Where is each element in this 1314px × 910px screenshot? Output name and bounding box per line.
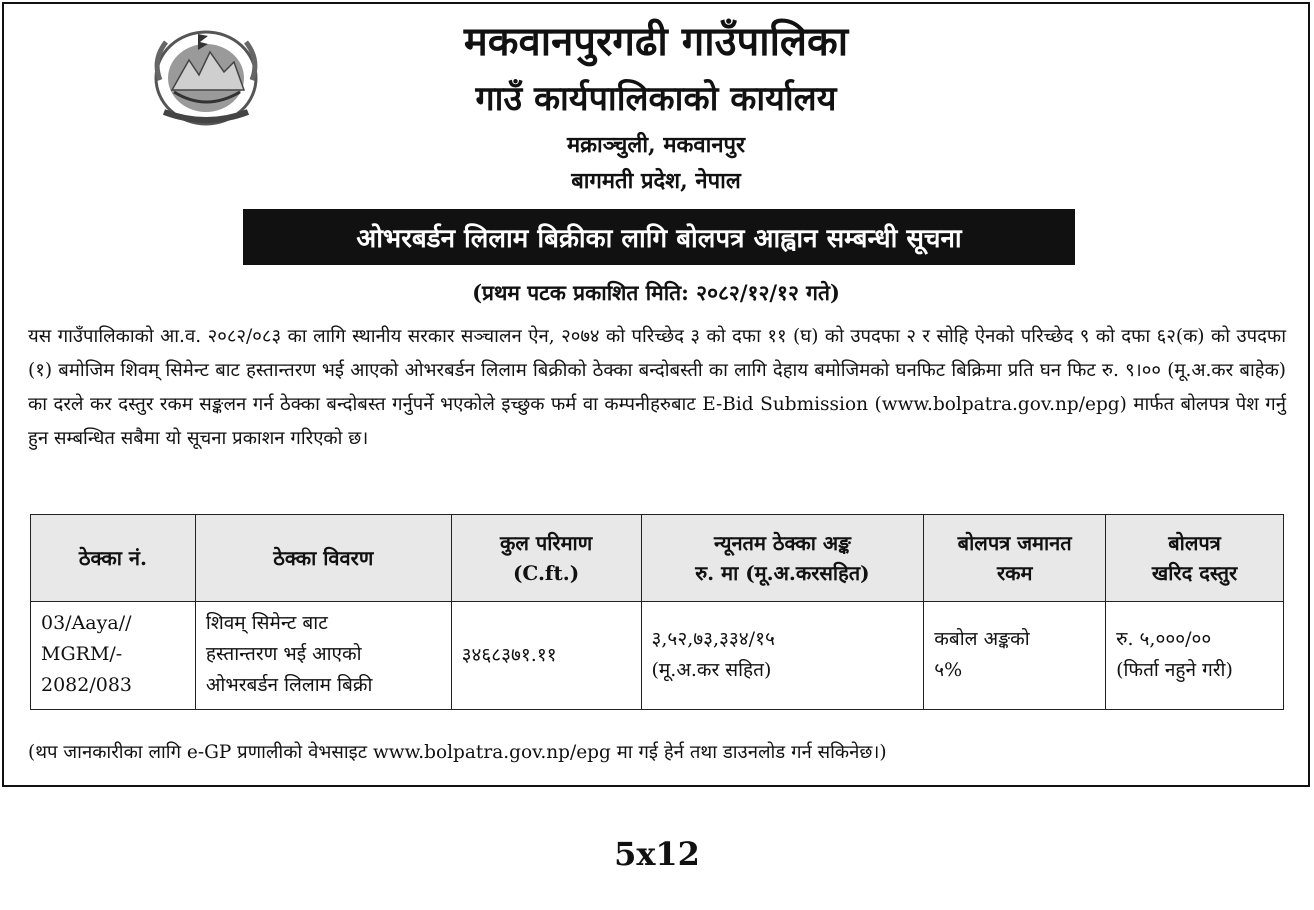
- cell-min-amount: ३,५२,७३,३३४/१५ (मू.अ.कर सहित): [641, 602, 924, 710]
- cell-description: शिवम् सिमेन्ट बाट हस्तान्तरण भई आएको ओभरबर्डन लिलाम बिक्री: [195, 602, 451, 710]
- office-name: गाउँ कार्यपालिकाको कार्यालय: [475, 79, 837, 119]
- cell-quantity: ३४६८३७१.११: [451, 602, 641, 710]
- cell-purchase-fee: रु. ५,०००/०० (फिर्ता नहुने गरी): [1106, 602, 1284, 710]
- cell-bid-security: कबोल अङ्कको ५%: [924, 602, 1106, 710]
- header-min-amount: न्यूनतम ठेक्का अङ्क रु. मा (मू.अ.करसहित): [641, 515, 924, 602]
- header-bid-security: बोलपत्र जमानत रकम: [924, 515, 1106, 602]
- municipality-name: मकवानपुरगढी गाउँपालिका: [463, 18, 849, 65]
- table-header-row: [31, 515, 1284, 602]
- publication-date: (प्रथम पटक प्रकाशित मिति: २०८२/१२/१२ गते): [472, 280, 840, 305]
- header-description: ठेक्का विवरण: [195, 515, 451, 602]
- header-quantity: कुल परिमाण (C.ft.): [451, 515, 641, 602]
- notice-title-banner: [243, 209, 1075, 265]
- notice-body: यस गाउँपालिकाको आ.व. २०८२/०८३ का लागि स्थानीय सरकार सञ्चालन ऐन, २०७४ को परिच्छेद ३ को दफा ११ (घ) को उपदफा २ र सोहि ऐनको परिच्छेद ९ को दफा ६२(क) को उपदफा (१) बमोजिम शिवम् सिमेन्ट बाट हस्तान्तरण भई आएको ओभरबर्डन लिलाम बिक्रीको ठेक्का बन्दोबस्ती का लागि देहाय बमोजिमको घनफिट बिक्रिमा प्रति घन फिट रु. ९।०० (मू.अ.कर बाहेक) का दरले कर दस्तुर रकम सङ्कलन गर्न ठेक्का बन्दोबस्त गर्नुपर्ने भएकोले इच्छुक फर्म वा कम्पनीहरुबाट E-Bid Submission (www.bolpatra.gov.np/epg) मार्फत बोलपत्र पेश गर्नु हुन सम्बन्धित सबैमा यो सूचना प्रकाशन गरिएको छ।: [28, 326, 1286, 449]
- header-purchase-fee: बोलपत्र खरिद दस्तुर: [1106, 515, 1284, 602]
- table-row: [31, 602, 1284, 710]
- province-address: बागमती प्रदेश, नेपाल: [571, 168, 741, 194]
- ad-size-label: 5x12: [614, 835, 700, 873]
- notice-title: ओभरबर्डन लिलाम बिक्रीका लागि बोलपत्र आह्वान सम्बन्धी सूचना: [356, 224, 962, 254]
- cell-contract-no: 03/Aaya// MGRM/- 2082/083: [31, 602, 196, 710]
- tender-table: [30, 514, 1284, 710]
- public-notice: [2, 2, 1310, 787]
- header-contract-no: ठेक्का नं.: [31, 515, 196, 602]
- office-address: मक्राञ्चुली, मकवानपुर: [566, 132, 746, 158]
- footer-note: (थप जानकारीका लागि e-GP प्रणालीको वेभसाइट www.bolpatra.gov.np/epg मा गई हेर्न तथा डाउनलोड गर्न सकिनेछ।): [28, 742, 887, 763]
